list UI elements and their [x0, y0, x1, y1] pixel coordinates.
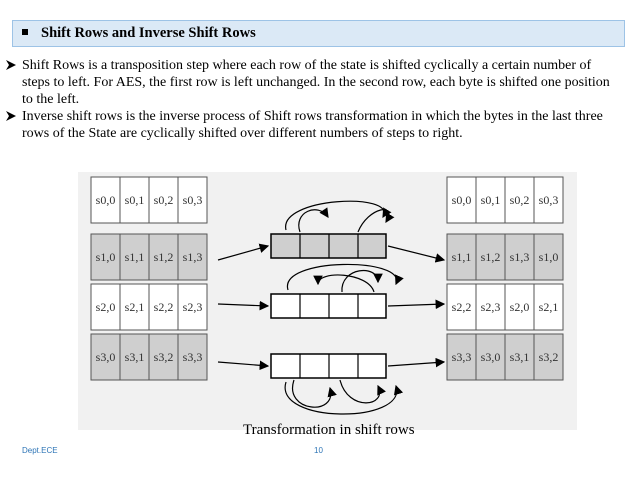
rotation-arrow — [340, 380, 380, 403]
output-state-cell-label: s2,2 — [451, 300, 472, 314]
footer-department: Dept.ECE — [22, 446, 58, 455]
output-state-cell-label: s2,0 — [509, 300, 530, 314]
input-state-cell-label: s3,1 — [124, 350, 145, 364]
arrow-bullet-icon — [4, 109, 18, 123]
connector-arrow — [218, 246, 268, 260]
output-state-cell-label: s1,3 — [509, 250, 530, 264]
output-state-cell-label: s0,3 — [538, 193, 559, 207]
slide-title: Shift Rows and Inverse Shift Rows — [41, 25, 256, 41]
input-state-cell-label: s3,0 — [95, 350, 116, 364]
square-bullet-icon — [22, 29, 28, 35]
output-state-cell-label: s3,0 — [480, 350, 501, 364]
output-state-cell-label: s3,3 — [451, 350, 472, 364]
input-state-cell-label: s0,2 — [153, 193, 174, 207]
input-state-cell-label: s1,1 — [124, 250, 145, 264]
input-state-cell-label: s0,1 — [124, 193, 145, 207]
output-state-cell-label: s1,1 — [451, 250, 472, 264]
output-state-cell-label: s2,1 — [538, 300, 559, 314]
input-state-cell-label: s1,3 — [182, 250, 203, 264]
output-state-cell-label: s1,2 — [480, 250, 501, 264]
connector-arrow — [388, 304, 444, 306]
input-state-cell-label: s3,2 — [153, 350, 174, 364]
figure-caption: Transformation in shift rows — [243, 422, 415, 438]
output-state-cell-label: s2,3 — [480, 300, 501, 314]
input-state-cell-label: s3,3 — [182, 350, 203, 364]
connector-arrow — [218, 362, 268, 366]
input-state-cell-label: s2,3 — [182, 300, 203, 314]
input-state-cell-label: s1,2 — [153, 250, 174, 264]
connector-arrow — [218, 304, 268, 306]
output-state-cell-label: s3,2 — [538, 350, 559, 364]
input-state-cell-label: s2,2 — [153, 300, 174, 314]
shift-rows-figure — [78, 172, 577, 430]
connector-arrow — [388, 246, 444, 260]
input-state-cell-label: s2,1 — [124, 300, 145, 314]
input-state-cell-label: s2,0 — [95, 300, 116, 314]
output-state-cell-label: s0,2 — [509, 193, 530, 207]
bullet-text-1: Shift Rows is a transposition step where each row of the state is shifted cyclically a certain number of steps to left. For AES, the first row is left unchanged. In the second row, each byte is shifted one position to the left. — [22, 58, 610, 107]
output-state-cell-label: s3,1 — [509, 350, 530, 364]
output-state-cell-label: s0,1 — [480, 193, 501, 207]
rotation-arrow — [299, 210, 328, 232]
output-state-cell-label: s1,0 — [538, 250, 559, 264]
input-state-cell-label: s0,3 — [182, 193, 203, 207]
input-state-cell-label: s1,0 — [95, 250, 116, 264]
input-state-cell-label: s0,0 — [95, 193, 116, 207]
shift-rows-diagram — [78, 172, 577, 430]
rotation-arrow — [293, 380, 331, 407]
slide-title-bar — [12, 20, 625, 47]
arrow-bullet-icon — [4, 58, 18, 72]
bullet-paragraph-2 — [22, 108, 622, 142]
rotation-arrow — [285, 382, 397, 414]
output-state-cell-label: s0,0 — [451, 193, 472, 207]
connector-arrow — [388, 362, 444, 366]
bullet-paragraph-1 — [22, 57, 622, 108]
bullet-text-2: Inverse shift rows is the inverse process of Shift rows transformation in which the bytes in the last three rows of the State are cyclically shifted over different numbers of steps to right. — [22, 109, 603, 141]
footer-page-number: 10 — [314, 446, 323, 455]
